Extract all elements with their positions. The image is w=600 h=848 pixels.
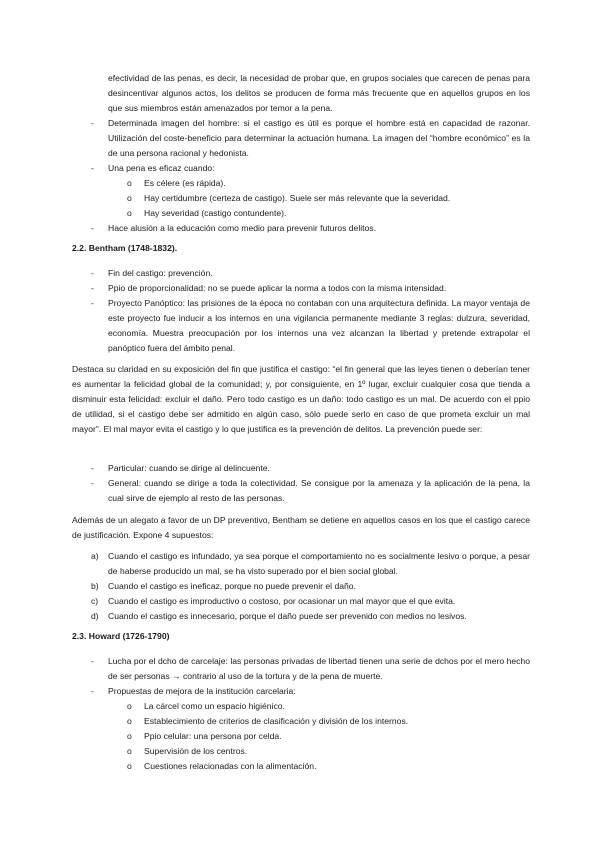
list-item: a) Cuando el castigo es infundado, ya sea porque el comportamiento no es socialmente lesivo o porque, a pesar de haberse producido un mal, se ha visto superado por el bien social global. (91, 551, 530, 576)
list-item: - Proyecto Panóptico: las prisiones de la época no contaban con una arquitectura definida. La mayor ventaja de este proyecto fue inducir a los internos en una vigilancia permanente mediante 3 reglas: dulzura, severidad, economía. Muestra preocupación por los internos una vez alcanzan la libertad y pretende extrapolar el panóptico fuera del ámbito penal. (108, 296, 530, 356)
sublist-item: o Establecimiento de criterios de clasificación y división de los internos. (144, 714, 530, 729)
list-item: - Lucha por el dcho de carcelaje: las personas privadas de libertad tienen una serie de dchos por el mero hecho de ser personas → contrario al uso de la tortura y de la pena de muerte. (108, 654, 530, 684)
sublist-item: o Ppio celular: una persona por celda. (144, 729, 530, 744)
list-item: c) Cuando el castigo es improductivo o costoso, por ocasionar un mal mayor que el que evita. (91, 596, 456, 606)
sublist-item: o Hay certidumbre (certeza de castigo). Suele ser más relevante que la severidad. (144, 191, 530, 206)
list-item: - Una pena es eficaz cuando: o Es célere (es rápida). o Hay certidumbre (certeza de castigo). Suele ser más relevante que la severidad. o Hay severidad (castigo contundente). (108, 161, 530, 221)
eficaz-sublist (108, 176, 530, 221)
bentham-bullet-list (0, 266, 600, 356)
section-heading-bentham: 2.2. Bentham (1748-1832). (72, 243, 178, 253)
list-item: - Particular: cuando se dirige al delincuente. (108, 461, 530, 476)
list-item: - Fin del castigo: prevención. (108, 266, 530, 281)
list-item: - Determinada imagen del hombre: si el castigo es útil es porque el hombre está en capacidad de razonar. Utilización del coste-beneficio para determinar la actuación humana. La imagen del “hombre económico” es la de una persona racional y hedonista. (108, 116, 530, 161)
intro-continuation: efectividad de las penas, es decir, la necesidad de probar que, en grupos sociales que carecen de penas para desincentivar algunos actos, los delitos se producen de forma más frecuente que en aquellos grupos en los que sus miembros están amenazados por temor a la pena. (108, 73, 530, 113)
sublist-item: o Cuestiones relacionadas con la alimentación. (144, 759, 530, 774)
list-item: d) Cuando el castigo es innecesario, porque el daño puede ser prevenido con medios no lesivos. (91, 611, 467, 621)
list-item: - General: cuando se dirige a toda la colectividad. Se consigue por la amenaza y la aplicación de la pena, la cual sirve de ejemplo al resto de las personas. (108, 476, 530, 506)
list-item: - Propuestas de mejora de la institución carcelaria: o La cárcel como un espacio higiénico. o Establecimiento de criterios de clasificación y división de los internos. o Ppio celular: una persona por celda. o Supervisión de los centros. o Cuestiones relacionadas con la alimentación. (108, 684, 530, 774)
list-item: - Ppio de proporcionalidad: no se puede aplicar la norma a todos con la misma intensidad. (108, 281, 530, 296)
list-item: - Hace alusión a la educación como medio para prevenir futuros delitos. (108, 221, 530, 236)
top-bullet-list (0, 116, 600, 236)
unjustified-cases-list (0, 549, 600, 624)
sublist-item: o Supervisión de los centros. (144, 744, 530, 759)
bentham-paragraph-2: Además de un alegato a favor de un DP preventivo, Bentham se detiene en aquellos casos en los que el castigo carece de justificación. Expone 4 supuestos: (72, 515, 530, 540)
prevention-list (0, 461, 600, 506)
sublist-item: o La cárcel como un espacio higiénico. (144, 699, 530, 714)
proposals-sublist (108, 699, 530, 774)
list-item: b) Cuando el castigo es ineficaz, porque no puede prevenir el daño. (91, 581, 356, 591)
bentham-paragraph-1: Destaca su claridad en su exposición del fin que justifica el castigo: “el fin general que las leyes tienen o deberían tener es aumentar la felicidad global de la comunidad; y, por consiguiente, en 1º lugar, excluir cualquier cosa que tienda a disminuir esta felicidad: excluir el daño. Pero todo castigo es un daño: todo castigo es un mal. De acuerdo con el ppio de utilidad, si el castigo debe ser admitido en algún caso, sólo puede serlo en caso de que prometa excluir un mal mayor”. El mal mayor evita el castigo y lo que justifica es la prevención de delitos. La prevención puede ser: (72, 364, 530, 434)
section-heading-howard: 2.3. Howard (1726-1790) (72, 631, 170, 641)
sublist-item: o Es célere (es rápida). (144, 176, 530, 191)
sublist-item: o Hay severidad (castigo contundente). (144, 206, 530, 221)
howard-bullet-list (0, 654, 600, 774)
